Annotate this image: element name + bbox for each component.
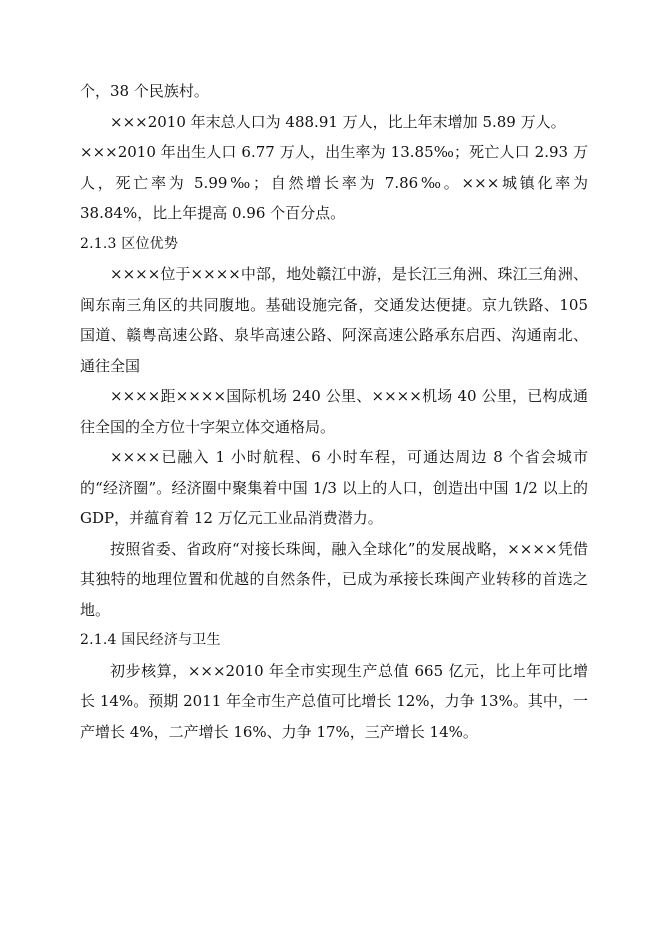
heading-national-economy-health: 2.1.4 国民经济与卫生: [80, 632, 221, 648]
paragraph-ethnic-villages: 个，38 个民族村。: [80, 82, 209, 100]
document-page: [80, 76, 588, 747]
paragraph-total-population: ×××2010 年末总人口为 488.91 万人，比上年末增加 5.89 万人。: [110, 112, 566, 131]
paragraph-birth-death-rates: ×××2010 年出生人口 6.77 万人，出生率为 13.85‰；死亡人口 2.93 万人，死亡率为 5.99‰；自然增长率为 7.86‰。×××城镇化率为 38.84%，比上年提高 0.96 个百分点。: [80, 143, 588, 222]
paragraph-economic-circle: ××××已融入 1 小时航程、6 小时车程，可通达周边 8 个省会城市的“经济圈”。经济圈中聚集着中国 1/3 以上的人口，创造出中国 1/2 以上的 GDP，并蕴育着 12 万亿元工业品消费潜力。: [80, 448, 588, 527]
paragraph-gdp: 初步核算，×××2010 年全市实现生产总值 665 亿元，比上年可比增长 14%。预期 2011 年全市生产总值可比增长 12%，力争 13%。其中，一产增长 4%，二产增长 16%、力争 17%，三产增长 14%。: [80, 661, 588, 741]
paragraph-airport-distance: ××××距××××国际机场 240 公里、××××机场 40 公里，已构成通往全国的全方位十字架立体交通格局。: [80, 387, 588, 436]
heading-location-advantage: 2.1.3 区位优势: [80, 235, 179, 252]
paragraph-location: ××××位于××××中部，地处赣江中游，是长江三角洲、珠江三角洲、闽东南三角区的共同腹地。基础设施完备，交通发达便捷。京九铁路、105 国道、赣粤高速公路、泉毕高速公路、阿深高速公路承东启西、沟通南北、通往全国: [80, 265, 588, 375]
paragraph-development-strategy: 按照省委、省政府“对接长珠闽，融入全球化”的发展战略，××××凭借其独特的地理位置和优越的自然条件，已成为承接长珠闽产业转移的首选之地。: [80, 539, 588, 619]
